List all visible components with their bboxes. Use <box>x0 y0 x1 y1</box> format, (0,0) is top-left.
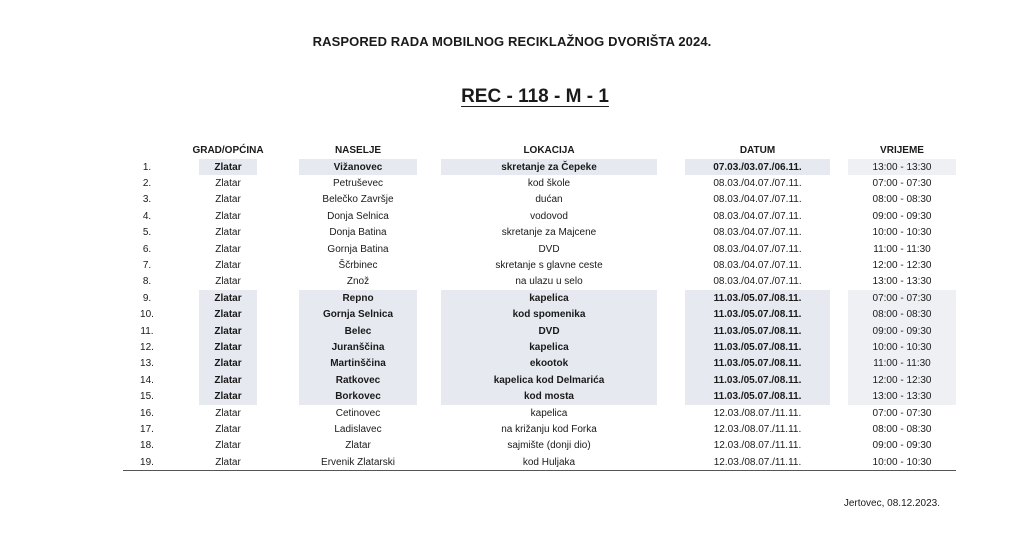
cell-datum <box>667 421 848 437</box>
row-number-text: 13. <box>140 358 154 370</box>
cell-naselje-text: Cetinovec <box>335 407 381 419</box>
cell-vrijeme-text: 12:00 - 12:30 <box>872 374 932 386</box>
cell-lokacija <box>431 454 667 471</box>
cell-grad-text: Zlatar <box>214 292 242 304</box>
cell-grad <box>171 159 285 175</box>
cell-lokacija <box>431 339 667 355</box>
cell-naselje-text: Zlatar <box>345 440 371 452</box>
cell-lokacija-text: kapelica <box>529 341 569 353</box>
cell-grad-text: Zlatar <box>215 260 241 272</box>
cell-vrijeme <box>848 274 956 290</box>
cell-datum-text: 11.03./05.07./08.11. <box>713 374 802 386</box>
cell-datum-text: 12.03./08.07./11.11. <box>713 440 802 452</box>
cell-vrijeme <box>848 175 956 191</box>
cell-naselje <box>285 372 431 388</box>
cell-lokacija <box>431 356 667 372</box>
cell-vrijeme-text: 07:00 - 07:30 <box>872 407 932 419</box>
schedule-code-text: REC - 118 - M - 1 <box>461 86 609 107</box>
cell-grad-text: Zlatar <box>214 391 242 403</box>
cell-grad <box>171 208 285 224</box>
table-row <box>123 388 956 404</box>
cell-datum-text: 08.03./04.07./07.11. <box>713 210 802 222</box>
cell-grad-text: Zlatar <box>215 194 241 206</box>
cell-vrijeme-text: 07:00 - 07:30 <box>872 178 932 190</box>
table-row <box>123 323 956 339</box>
header-grad: GRAD/OPĆINA <box>192 145 264 156</box>
table-row <box>123 421 956 437</box>
cell-vrijeme <box>848 438 956 454</box>
cell-datum-text: 08.03./04.07./07.11. <box>713 178 802 190</box>
cell-vrijeme-text: 12:00 - 12:30 <box>872 260 932 272</box>
cell-grad <box>171 454 285 471</box>
cell-grad <box>171 405 285 421</box>
cell-lokacija <box>431 274 667 290</box>
cell-naselje <box>285 257 431 273</box>
cell-vrijeme-text: 09:00 - 09:30 <box>872 440 932 452</box>
cell-lokacija <box>431 405 667 421</box>
cell-datum <box>667 241 848 257</box>
row-number <box>123 225 171 241</box>
cell-grad-text: Zlatar <box>215 243 241 255</box>
cell-grad <box>171 323 285 339</box>
cell-datum-text: 11.03./05.07./08.11. <box>713 309 802 321</box>
cell-grad-text: Zlatar <box>214 161 242 173</box>
table-row <box>123 339 956 355</box>
header-vrijeme: VRIJEME <box>880 145 924 156</box>
cell-grad <box>171 339 285 355</box>
cell-naselje <box>285 159 431 175</box>
cell-datum <box>667 225 848 241</box>
cell-grad-text: Zlatar <box>214 309 242 321</box>
row-number-text: 16. <box>140 407 154 419</box>
cell-vrijeme-text: 13:00 - 13:30 <box>872 276 932 288</box>
cell-datum-text: 11.03./05.07./08.11. <box>713 391 802 403</box>
cell-grad-text: Zlatar <box>215 456 241 468</box>
row-number <box>123 290 171 306</box>
cell-vrijeme-text: 11:00 - 11:30 <box>873 243 931 255</box>
cell-lokacija-text: kapelica <box>529 292 569 304</box>
cell-naselje-text: Belec <box>344 325 372 337</box>
cell-lokacija-text: kod mosta <box>523 391 574 403</box>
cell-lokacija <box>431 421 667 437</box>
cell-vrijeme-text: 09:00 - 09:30 <box>872 325 932 337</box>
row-number <box>123 208 171 224</box>
row-number <box>123 274 171 290</box>
cell-datum-text: 07.03./03.07./06.11. <box>713 161 802 173</box>
row-number <box>123 159 171 175</box>
row-number <box>123 323 171 339</box>
cell-lokacija <box>431 372 667 388</box>
table-header-row <box>123 138 956 159</box>
cell-datum <box>667 192 848 208</box>
cell-vrijeme <box>848 159 956 175</box>
cell-datum-text: 11.03./05.07./08.11. <box>713 292 802 304</box>
cell-lokacija <box>431 307 667 323</box>
footer-place-date: Jertovec, 08.12.2023. <box>843 498 940 509</box>
cell-lokacija-text: DVD <box>538 243 560 255</box>
cell-datum <box>667 175 848 191</box>
cell-lokacija <box>431 159 667 175</box>
cell-datum <box>667 274 848 290</box>
table-row <box>123 192 956 208</box>
cell-grad <box>171 438 285 454</box>
cell-lokacija-text: skretanje za Čepeke <box>501 161 597 173</box>
cell-vrijeme <box>848 454 956 471</box>
row-number <box>123 241 171 257</box>
cell-grad <box>171 175 285 191</box>
cell-lokacija-text: kod škole <box>527 178 571 190</box>
row-number-text: 4. <box>142 210 152 222</box>
cell-naselje-text: Borkovec <box>335 391 381 403</box>
row-number <box>123 307 171 323</box>
cell-lokacija-text: kod Huljaka <box>522 456 576 468</box>
cell-datum-text: 08.03./04.07./07.11. <box>713 243 802 255</box>
cell-vrijeme-text: 08:00 - 08:30 <box>872 194 932 206</box>
cell-naselje <box>285 175 431 191</box>
header-num <box>123 138 171 159</box>
header-naselje: NASELJE <box>334 145 382 156</box>
cell-vrijeme <box>848 405 956 421</box>
cell-naselje <box>285 241 431 257</box>
cell-vrijeme <box>848 192 956 208</box>
cell-naselje <box>285 192 431 208</box>
cell-naselje-text: Ervenik Zlatarski <box>321 456 395 468</box>
cell-naselje-text: Ščrbinec <box>338 260 378 272</box>
cell-datum <box>667 290 848 306</box>
cell-grad <box>171 307 285 323</box>
row-number <box>123 192 171 208</box>
cell-lokacija-text: vodovod <box>530 210 568 222</box>
row-number <box>123 388 171 404</box>
cell-lokacija-text: dućan <box>535 194 563 206</box>
cell-vrijeme-text: 08:00 - 08:30 <box>872 423 932 435</box>
cell-datum-text: 08.03./04.07./07.11. <box>713 194 802 206</box>
cell-vrijeme <box>848 225 956 241</box>
cell-datum <box>667 405 848 421</box>
cell-grad <box>171 290 285 306</box>
cell-grad <box>171 192 285 208</box>
cell-naselje-text: Vižanovec <box>333 161 383 173</box>
table-row <box>123 175 956 191</box>
cell-grad-text: Zlatar <box>215 227 241 239</box>
cell-vrijeme <box>848 323 956 339</box>
table-row <box>123 405 956 421</box>
cell-lokacija <box>431 290 667 306</box>
row-number-text: 12. <box>140 341 154 353</box>
cell-datum-text: 12.03./08.07./11.11. <box>713 407 802 419</box>
cell-datum <box>667 257 848 273</box>
table-row <box>123 438 956 454</box>
cell-grad <box>171 356 285 372</box>
cell-lokacija-text: na križanju kod Forka <box>501 423 597 435</box>
cell-naselje-text: Martinščina <box>330 358 386 370</box>
row-number-text: 19. <box>140 456 154 468</box>
row-number-text: 11. <box>140 325 154 337</box>
cell-vrijeme-text: 07:00 - 07:30 <box>872 292 932 304</box>
cell-lokacija-text: na ulazu u selo <box>515 276 583 288</box>
cell-lokacija-text: sajmište (donji dio) <box>507 440 591 452</box>
cell-naselje <box>285 290 431 306</box>
cell-grad-text: Zlatar <box>215 178 241 190</box>
table-row <box>123 454 956 471</box>
table-row <box>123 372 956 388</box>
cell-grad <box>171 388 285 404</box>
row-number-text: 15. <box>140 391 154 403</box>
cell-datum-text: 08.03./04.07./07.11. <box>713 260 802 272</box>
cell-naselje-text: Donja Selnica <box>327 210 389 222</box>
cell-naselje-text: Donja Batina <box>329 227 387 239</box>
cell-naselje <box>285 405 431 421</box>
cell-datum-text: 11.03./05.07./08.11. <box>713 358 802 370</box>
cell-vrijeme <box>848 372 956 388</box>
header-lokacija: LOKACIJA <box>523 145 575 156</box>
row-number-text: 8. <box>142 276 152 288</box>
row-number-text: 10. <box>140 309 154 321</box>
cell-grad-text: Zlatar <box>214 358 242 370</box>
cell-naselje-text: Belečko Završje <box>322 194 394 206</box>
row-number-text: 1. <box>142 161 152 173</box>
cell-lokacija <box>431 323 667 339</box>
cell-naselje <box>285 356 431 372</box>
cell-datum <box>667 323 848 339</box>
row-number <box>123 339 171 355</box>
cell-naselje <box>285 208 431 224</box>
cell-naselje <box>285 421 431 437</box>
cell-naselje <box>285 438 431 454</box>
cell-naselje <box>285 339 431 355</box>
header-datum: DATUM <box>739 145 776 156</box>
cell-naselje-text: Ratkovec <box>335 374 381 386</box>
table-row <box>123 208 956 224</box>
cell-vrijeme <box>848 388 956 404</box>
row-number-text: 7. <box>142 260 152 272</box>
cell-vrijeme <box>848 307 956 323</box>
table-body <box>123 159 956 471</box>
cell-lokacija <box>431 388 667 404</box>
cell-naselje-text: Repno <box>342 292 374 304</box>
cell-lokacija-text: skretanje s glavne ceste <box>495 260 603 272</box>
cell-lokacija-text: kapelica <box>530 407 568 419</box>
cell-vrijeme <box>848 421 956 437</box>
cell-naselje <box>285 323 431 339</box>
table-row <box>123 257 956 273</box>
table-row <box>123 159 956 175</box>
cell-naselje <box>285 307 431 323</box>
cell-vrijeme-text: 13:00 - 13:30 <box>872 161 932 173</box>
cell-datum <box>667 339 848 355</box>
cell-lokacija <box>431 257 667 273</box>
row-number <box>123 438 171 454</box>
cell-datum <box>667 388 848 404</box>
cell-lokacija <box>431 192 667 208</box>
table-row <box>123 225 956 241</box>
cell-vrijeme <box>848 208 956 224</box>
cell-datum <box>667 438 848 454</box>
cell-naselje-text: Juranščina <box>331 341 385 353</box>
cell-lokacija-text: ekootok <box>529 358 569 370</box>
row-number-text: 2. <box>142 178 152 190</box>
cell-vrijeme-text: 08:00 - 08:30 <box>872 309 932 321</box>
cell-grad-text: Zlatar <box>215 423 241 435</box>
cell-vrijeme-text: 09:00 - 09:30 <box>872 210 932 222</box>
schedule-table-wrap <box>123 138 956 471</box>
cell-vrijeme <box>848 290 956 306</box>
cell-vrijeme <box>848 339 956 355</box>
row-number <box>123 454 171 471</box>
cell-datum-text: 11.03./05.07./08.11. <box>713 341 802 353</box>
cell-vrijeme <box>848 356 956 372</box>
table-row <box>123 274 956 290</box>
cell-lokacija-text: skretanje za Majcene <box>501 227 597 239</box>
cell-datum-text: 12.03./08.07./11.11. <box>713 423 802 435</box>
cell-lokacija-text: kapelica kod Delmarića <box>493 374 605 386</box>
cell-naselje-text: Znož <box>346 276 370 288</box>
cell-vrijeme-text: 10:00 - 10:30 <box>872 227 932 239</box>
table-row <box>123 241 956 257</box>
cell-naselje <box>285 274 431 290</box>
row-number-text: 18. <box>140 440 154 452</box>
cell-naselje-text: Ladislavec <box>334 423 382 435</box>
cell-naselje-text: Gornja Selnica <box>322 309 394 321</box>
cell-vrijeme-text: 11:00 - 11:30 <box>873 358 931 370</box>
row-number <box>123 356 171 372</box>
cell-datum-text: 08.03./04.07./07.11. <box>713 276 802 288</box>
cell-datum <box>667 454 848 471</box>
row-number-text: 3. <box>142 194 152 206</box>
cell-grad-text: Zlatar <box>215 440 241 452</box>
row-number-text: 14. <box>140 374 154 386</box>
cell-vrijeme-text: 13:00 - 13:30 <box>872 391 932 403</box>
row-number <box>123 257 171 273</box>
cell-grad-text: Zlatar <box>214 325 242 337</box>
row-number-text: 9. <box>142 292 152 304</box>
cell-datum <box>667 356 848 372</box>
cell-grad <box>171 257 285 273</box>
row-number <box>123 372 171 388</box>
cell-grad-text: Zlatar <box>215 210 241 222</box>
cell-vrijeme <box>848 257 956 273</box>
cell-datum <box>667 208 848 224</box>
row-number <box>123 421 171 437</box>
schedule-table <box>123 138 956 471</box>
cell-lokacija-text: kod spomenika <box>512 309 586 321</box>
cell-lokacija <box>431 225 667 241</box>
cell-naselje-text: Petruševec <box>332 178 384 190</box>
cell-grad <box>171 225 285 241</box>
cell-grad-text: Zlatar <box>214 341 242 353</box>
cell-grad-text: Zlatar <box>215 407 241 419</box>
cell-vrijeme <box>848 241 956 257</box>
row-number <box>123 175 171 191</box>
schedule-code <box>0 86 1024 108</box>
row-number-text: 5. <box>142 227 152 239</box>
cell-datum-text: 12.03./08.07./11.11. <box>713 456 802 468</box>
cell-datum <box>667 372 848 388</box>
cell-vrijeme-text: 10:00 - 10:30 <box>872 456 932 468</box>
cell-grad <box>171 241 285 257</box>
cell-grad-text: Zlatar <box>215 276 241 288</box>
cell-lokacija <box>431 438 667 454</box>
cell-lokacija <box>431 208 667 224</box>
cell-grad-text: Zlatar <box>214 374 242 386</box>
cell-naselje-text: Gornja Batina <box>327 243 389 255</box>
cell-lokacija <box>431 241 667 257</box>
table-row <box>123 307 956 323</box>
cell-grad <box>171 372 285 388</box>
cell-datum-text: 11.03./05.07./08.11. <box>713 325 802 337</box>
cell-vrijeme-text: 10:00 - 10:30 <box>872 341 932 353</box>
cell-lokacija-text: DVD <box>538 325 560 337</box>
table-row <box>123 356 956 372</box>
cell-naselje <box>285 225 431 241</box>
cell-datum <box>667 159 848 175</box>
row-number-text: 17. <box>140 423 154 435</box>
table-row <box>123 290 956 306</box>
cell-datum-text: 08.03./04.07./07.11. <box>713 227 802 239</box>
cell-datum <box>667 307 848 323</box>
row-number-text: 6. <box>142 243 152 255</box>
cell-naselje <box>285 388 431 404</box>
document-title: RASPORED RADA MOBILNOG RECIKLAŽNOG DVORIŠTA 2024. <box>312 34 712 49</box>
cell-grad <box>171 421 285 437</box>
cell-grad <box>171 274 285 290</box>
row-number <box>123 405 171 421</box>
cell-lokacija <box>431 175 667 191</box>
cell-naselje <box>285 454 431 471</box>
